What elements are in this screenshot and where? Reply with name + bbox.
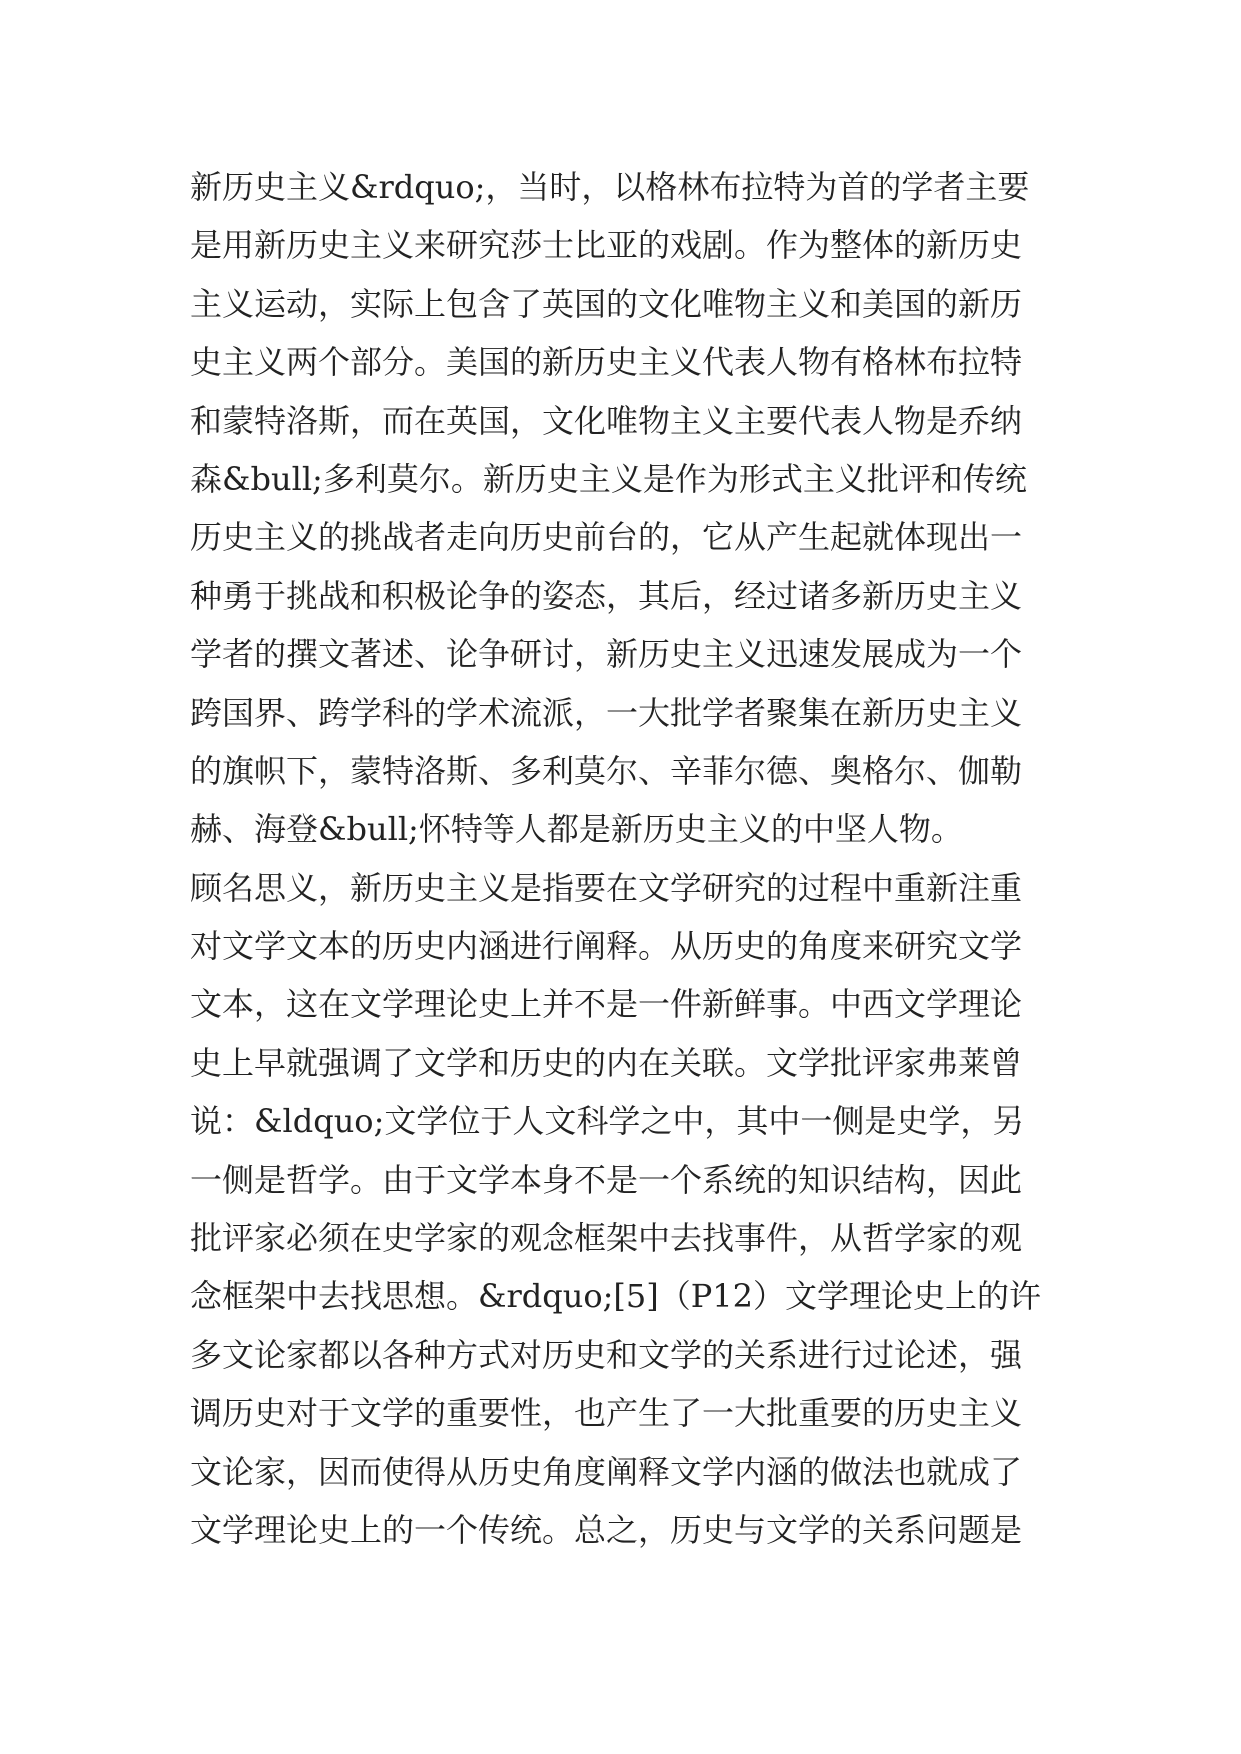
text-line: 念框架中去找思想。&rdquo;[5]（P12）文学理论史上的许 [190,1277,1041,1316]
text-line: 说：&ldquo;文学位于人文科学之中，其中一侧是史学，另 [190,1102,1025,1141]
text-line: 学者的撰文著述、论争研讨，新历史主义迅速发展成为一个 [190,635,1023,674]
text-line: 和蒙特洛斯，而在英国，文化唯物主义主要代表人物是乔纳 [190,401,1023,440]
text-line: 跨国界、跨学科的学术流派，一大批学者聚集在新历史主义 [190,693,1023,732]
text-line: 多文论家都以各种方式对历史和文学的关系进行过论述，强 [190,1335,1023,1374]
text-line: 史上早就强调了文学和历史的内在关联。文学批评家弗莱曾 [190,1043,1023,1082]
text-line: 赫、海登&bull;怀特等人都是新历史主义的中坚人物。 [190,810,963,849]
text-line: 文本，这在文学理论史上并不是一件新鲜事。中西文学理论 [190,985,1023,1024]
text-line: 文学理论史上的一个传统。总之，历史与文学的关系问题是 [190,1510,1023,1549]
body-text [190,158,1060,1559]
text-line: 一侧是哲学。由于文学本身不是一个系统的知识结构，因此 [190,1160,1023,1199]
text-line: 历史主义的挑战者走向历史前台的，它从产生起就体现出一 [190,518,1023,557]
text-line: 新历史主义&rdquo;，当时，以格林布拉特为首的学者主要 [190,168,1030,206]
text-line: 的旗帜下，蒙特洛斯、多利莫尔、辛菲尔德、奥格尔、伽勒 [190,751,1023,790]
text-line: 种勇于挑战和积极论争的姿态，其后，经过诸多新历史主义 [190,576,1023,615]
text-line: 主义运动，实际上包含了英国的文化唯物主义和美国的新历 [190,284,1023,323]
text-line: 文论家，因而使得从历史角度阐释文学内涵的做法也就成了 [190,1452,1023,1491]
text-line: 调历史对于文学的重要性，也产生了一大批重要的历史主义 [190,1394,1023,1433]
text-line: 森&bull;多利莫尔。新历史主义是作为形式主义批评和传统 [190,459,1027,498]
text-line: 批评家必须在史学家的观念框架中去找事件，从哲学家的观 [190,1219,1023,1258]
text-line: 顾名思义，新历史主义是指要在文学研究的过程中重新注重 [190,868,1023,907]
text-line: 史主义两个部分。美国的新历史主义代表人物有格林布拉特 [190,343,1023,382]
text-line: 对文学文本的历史内涵进行阐释。从历史的角度来研究文学 [190,927,1023,966]
text-line: 是用新历史主义来研究莎士比亚的戏剧。作为整体的新历史 [190,226,1023,265]
